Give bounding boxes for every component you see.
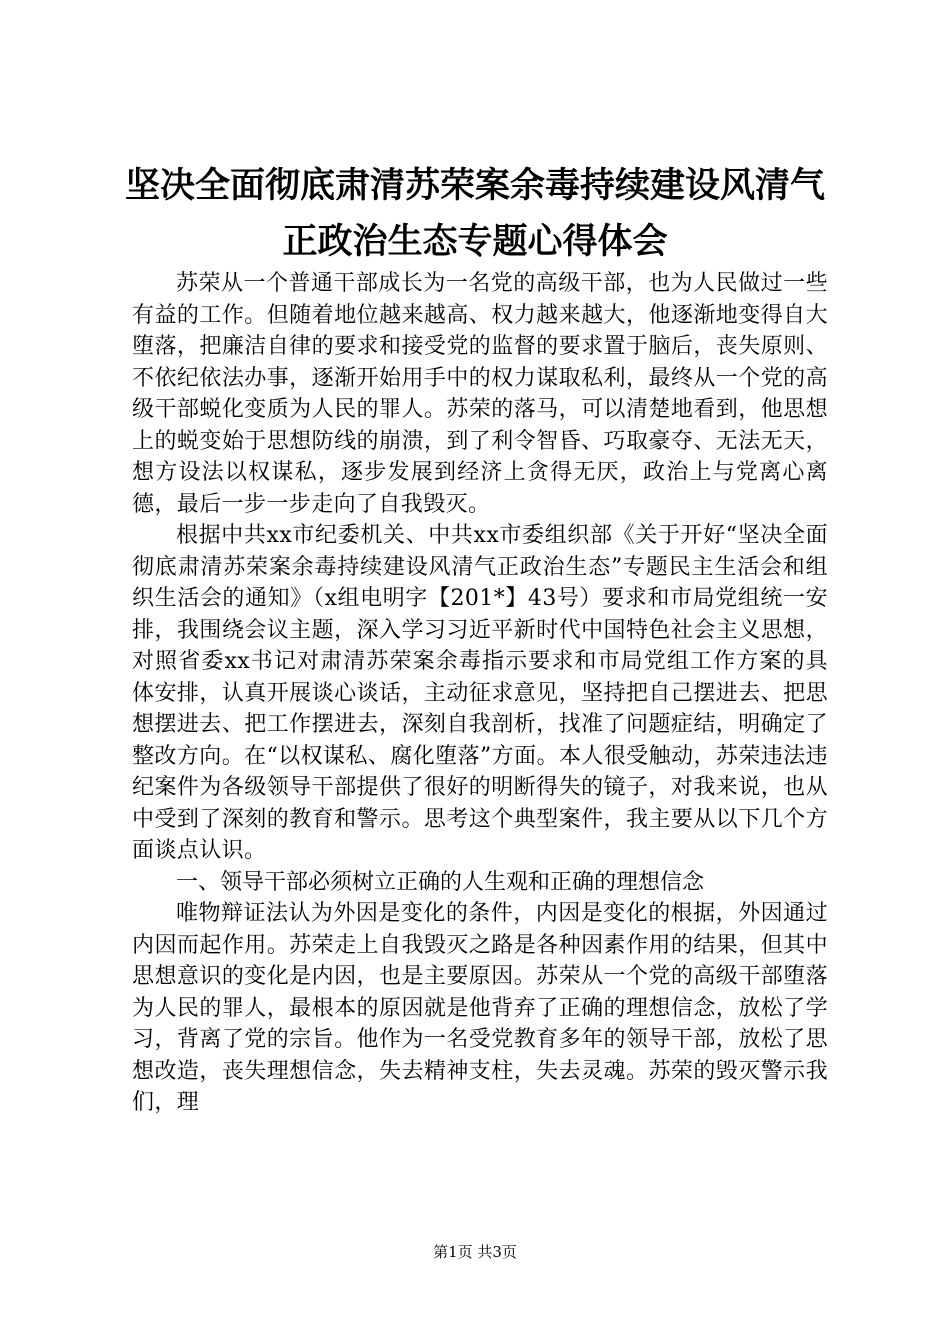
section-heading-1: 一、领导干部必须树立正确的人生观和正确的理想信念: [176, 869, 705, 895]
paragraph-3: 唯物辩证法认为外因是变化的条件，内因是变化的根据，外因通过内因而起作用。苏荣走上自我毁灭之路是各种因素作用的结果，但其中思想意识的变化是内因，也是主要原因。苏荣从一个党的高级干部堕落为人民的罪人，最根本的原因就是他背弃了正确的理想信念，放松了学习，背离了党的宗旨。他作为一名受党教育多年的领导干部，放松了思想改造，丧失理想信念，失去精神支柱，失去灵魂。苏荣的毁灭警示我们，理: [132, 901, 828, 1115]
document-title-line-2: 正政治生态专题心得体会: [282, 221, 668, 262]
page-number-footer: 第1页 共3页: [433, 1243, 517, 1261]
document-title-line-1: 坚决全面彻底肃清苏荣案余毒持续建设风清气: [124, 165, 825, 206]
paragraph-2: 根据中共xx市纪委机关、中共xx市委组织部《关于开好“坚决全面彻底肃清苏荣案余毒持续建设风清气正政治生态”专题民主生活会和组织生活会的通知》（x组电明字【201*】43号）要求和市局党组统一安排，我围绕会议主题，深入学习习近平新时代中国特色社会主义思想，对照省委xx书记对肃清苏荣案余毒指示要求和市局党组工作方案的具体安排，认真开展谈心谈话，主动征求意见，坚持把自己摆进去、把思想摆进去、把工作摆进去，深刻自我剖析，找准了问题症结，明确定了整改方向。在“以权谋私、腐化堕落”方面。本人很受触动，苏荣违法违纪案件为各级领导干部提供了很好的明断得失的镜子，对我来说，也从中受到了深刻的教育和警示。思考这个典型案件，我主要从以下几个方面谈点认识。: [132, 523, 828, 863]
paragraph-1: 苏荣从一个普通干部成长为一名党的高级干部，也为人民做过一些有益的工作。但随着地位越来越高、权力越来越大，他逐渐地变得自大堕落，把廉洁自律的要求和接受党的监督的要求置于脑后，丧失原则、不依纪依法办事，逐渐开始用手中的权力谋取私利，最终从一个党的高级干部蜕化变质为人民的罪人。苏荣的落马，可以清楚地看到，他思想上的蜕变始于思想防线的崩溃，到了利令智昏、巧取豪夺、无法无天，想方设法以权谋私，逐步发展到经济上贪得无厌，政治上与党离心离德，最后一步一步走向了自我毁灭。: [132, 271, 828, 517]
document-body: [132, 268, 828, 1119]
